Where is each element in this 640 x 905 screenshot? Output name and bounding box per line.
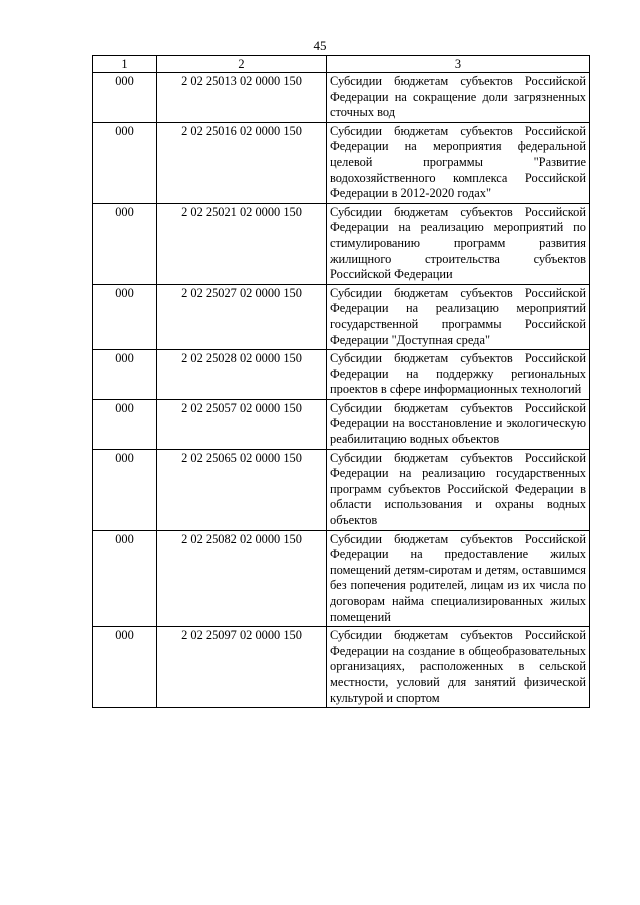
kbk-code-cell: 2 02 25028 02 0000 150 xyxy=(157,350,327,400)
table-header-row xyxy=(93,56,590,73)
page-number: 45 xyxy=(313,38,327,53)
description-cell: Субсидии бюджетам субъектов Российской Федерации на сокращение доли загрязненных сточных вод xyxy=(327,73,590,123)
admin-code-cell: 000 xyxy=(93,122,157,203)
kbk-code-cell: 2 02 25097 02 0000 150 xyxy=(157,627,327,708)
description-cell: Субсидии бюджетам субъектов Российской Федерации на предоставление жилых помещений детям-сиротам и детям, оставшимся без попечения родителей, лицам из их числа по договорам найма специализированных жилых помещений xyxy=(327,530,590,627)
kbk-code-cell: 2 02 25016 02 0000 150 xyxy=(157,122,327,203)
admin-code-cell: 000 xyxy=(93,284,157,349)
table-row xyxy=(93,203,590,284)
table-row xyxy=(93,530,590,627)
kbk-code-cell: 2 02 25027 02 0000 150 xyxy=(157,284,327,349)
description-cell: Субсидии бюджетам субъектов Российской Федерации на реализацию мероприятий государственной программы Российской Федерации "Доступная среда" xyxy=(327,284,590,349)
table-row xyxy=(93,284,590,349)
column-header-3: 3 xyxy=(327,56,590,73)
column-header-1: 1 xyxy=(93,56,157,73)
admin-code-cell: 000 xyxy=(93,399,157,449)
kbk-code-cell: 2 02 25057 02 0000 150 xyxy=(157,399,327,449)
description-cell: Субсидии бюджетам субъектов Российской Федерации на реализацию мероприятий по стимулированию программ развития жилищного строительства субъектов Российской Федерации xyxy=(327,203,590,284)
description-cell: Субсидии бюджетам субъектов Российской Федерации на восстановление и экологическую реабилитацию водных объектов xyxy=(327,399,590,449)
kbk-code-cell: 2 02 25082 02 0000 150 xyxy=(157,530,327,627)
description-cell: Субсидии бюджетам субъектов Российской Федерации на мероприятия федеральной целевой программы "Развитие водохозяйственного комплекса Российской Федерации в 2012-2020 годах" xyxy=(327,122,590,203)
column-header-2: 2 xyxy=(157,56,327,73)
admin-code-cell: 000 xyxy=(93,350,157,400)
kbk-code-cell: 2 02 25013 02 0000 150 xyxy=(157,73,327,123)
budget-classification-table xyxy=(92,55,590,708)
kbk-code-cell: 2 02 25021 02 0000 150 xyxy=(157,203,327,284)
table-row xyxy=(93,122,590,203)
table-row xyxy=(93,449,590,530)
kbk-code-cell: 2 02 25065 02 0000 150 xyxy=(157,449,327,530)
table-row xyxy=(93,350,590,400)
table-row xyxy=(93,399,590,449)
description-cell: Субсидии бюджетам субъектов Российской Федерации на создание в общеобразовательных организациях, расположенных в сельской местности, условий для занятий физической культурой и спортом xyxy=(327,627,590,708)
table-row xyxy=(93,73,590,123)
description-cell: Субсидии бюджетам субъектов Российской Федерации на поддержку региональных проектов в сфере информационных технологий xyxy=(327,350,590,400)
admin-code-cell: 000 xyxy=(93,73,157,123)
admin-code-cell: 000 xyxy=(93,627,157,708)
table-row xyxy=(93,627,590,708)
description-cell: Субсидии бюджетам субъектов Российской Федерации на реализацию государственных программ субъектов Российской Федерации в области использования и охраны водных объектов xyxy=(327,449,590,530)
admin-code-cell: 000 xyxy=(93,203,157,284)
admin-code-cell: 000 xyxy=(93,449,157,530)
admin-code-cell: 000 xyxy=(93,530,157,627)
